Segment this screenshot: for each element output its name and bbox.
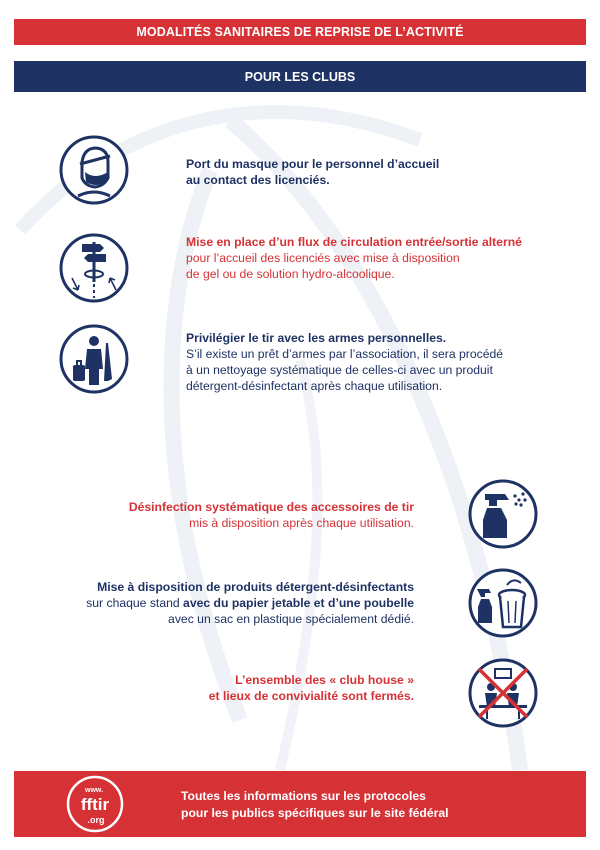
- rule-products-line-2: avec un sac en plastique spécialement dédié.: [168, 612, 414, 626]
- rule-weapons-line-2: à un nettoyage systématique de celles-ci avec un produit: [186, 363, 493, 377]
- rule-products-line-1-plain: sur chaque stand: [86, 596, 184, 610]
- rule-flow-heading: Mise en place d’un flux de circulation entrée/sortie alterné: [186, 235, 522, 249]
- rule-clubhouse-text: [209, 672, 414, 704]
- direction-flow-icon: [58, 232, 130, 304]
- rule-products-text: [86, 579, 414, 627]
- spray-bottle-icon: [467, 478, 539, 550]
- rule-clubhouse-line-2: et lieux de convivialité sont fermés.: [208, 689, 414, 703]
- footer-line-2: pour les publics spécifiques sur le site fédéral: [181, 806, 449, 820]
- person-with-gun-case-icon: [58, 323, 130, 395]
- logo-bottom-text: .org: [87, 815, 105, 825]
- rule-flow-line-1: pour l’accueil des licenciés avec mise à disposition: [186, 251, 460, 265]
- rule-masks-line-1: Port du masque pour le personnel d’accueil: [186, 157, 440, 171]
- footer-text: [181, 788, 449, 822]
- masked-person-icon: [58, 134, 130, 206]
- logo-main-text: fftir: [80, 795, 110, 814]
- rule-weapons-heading: Privilégier le tir avec les armes personnelles.: [186, 331, 447, 345]
- rule-accessories-text: [129, 499, 414, 531]
- page-title: MODALITÉS SANITAIRES DE REPRISE DE L’ACTIVITÉ: [14, 19, 586, 45]
- rule-weapons-line-3: détergent-désinfectant après chaque utilisation.: [186, 379, 443, 393]
- footer-line-1: Toutes les informations sur les protocoles: [181, 789, 426, 803]
- section-title: POUR LES CLUBS: [14, 61, 586, 92]
- rule-masks-line-2: au contact des licenciés.: [186, 173, 330, 187]
- rule-products-line-1: [86, 595, 414, 611]
- rule-products-line-1-bold: avec du papier jetable et d’une poubelle: [183, 596, 414, 610]
- footer-banner: [14, 771, 586, 837]
- rule-weapons-text: [186, 330, 503, 394]
- rule-weapons-line-1: S’il existe un prêt d’armes par l’association, il sera procédé: [186, 347, 504, 361]
- rule-flow-line-2: de gel ou de solution hydro-alcoolique.: [186, 267, 395, 281]
- rule-masks-text: [186, 156, 439, 188]
- rule-accessories-heading: Désinfection systématique des accessoires de tir: [128, 500, 414, 514]
- rule-products-heading: Mise à disposition de produits détergent-désinfectants: [97, 580, 414, 594]
- rule-accessories-line-1: mis à disposition après chaque utilisation.: [189, 516, 414, 530]
- logo-top-text: www.: [85, 787, 104, 794]
- no-club-house-icon: [467, 657, 539, 729]
- rule-clubhouse-line-1: L’ensemble des « club house »: [235, 673, 414, 687]
- spray-and-bin-icon: [467, 567, 539, 639]
- rule-flow-text: [186, 234, 522, 282]
- fftir-logo[interactable]: [66, 775, 124, 833]
